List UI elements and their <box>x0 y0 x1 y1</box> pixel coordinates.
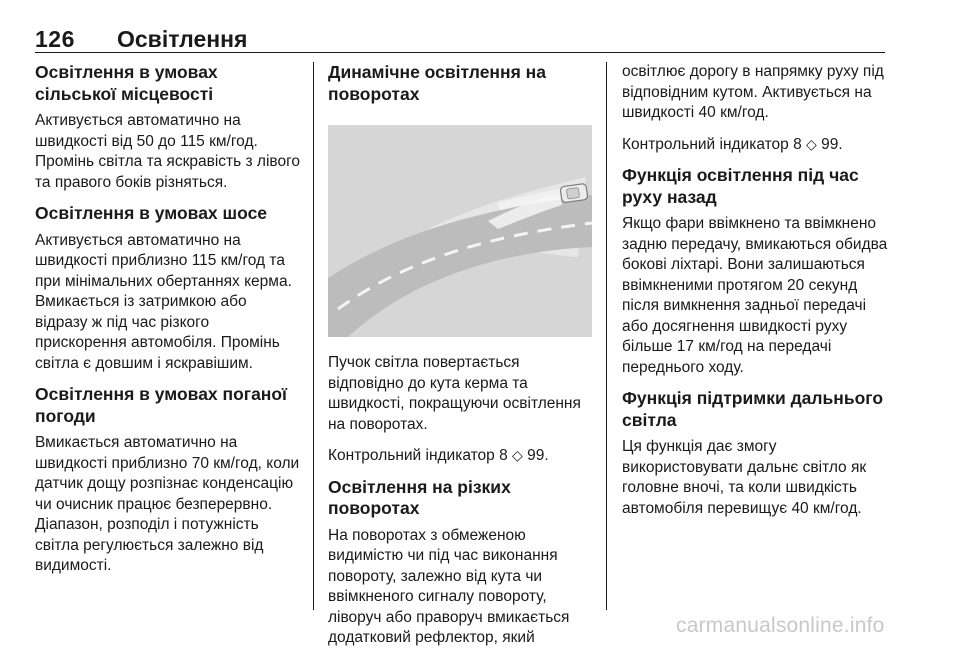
column-divider-2 <box>606 62 607 610</box>
column-divider-1 <box>313 62 314 610</box>
indicator-lamp-icon: 8 <box>499 447 508 464</box>
road-curve-image <box>328 125 592 337</box>
column-3 <box>622 62 888 529</box>
chapter-title: Освітлення <box>117 26 248 52</box>
section-title-dynamic-bending: Динамічне освітлення на поворотах <box>328 62 546 104</box>
page-number: 126 <box>35 26 75 52</box>
section-title-highway: Освітлення в умовах шосе <box>35 203 268 223</box>
section-text-bad-weather: Вмикається автоматично на швидкості приблизно 70 км/год, коли датчик дощу розпізнає конденсацію чи очисник працює безперервно. Діапазон, розподіл і потужність світла регулюється залежно від видимості. <box>35 434 300 574</box>
section-title-bad-weather: Освітлення в умовах поганої погоди <box>35 384 287 426</box>
section-text-highway: Активується автоматично на швидкості приблизно 115 км/год та при мінімальних обертаннях керма. Вмикається із затримкою або відразу ж під час різкого прискорення автомобіля. Промінь світла є довшим і яскравішим. <box>35 231 292 372</box>
section-text-high-beam-assist: Ця функція дає змогу використовувати дальнє світло як головне вночі, та коли швидкість автомобіля перевищує 40 км/год. <box>622 438 867 517</box>
indicator-reference-2: Контрольний індикатор 8 ◇ 99. <box>622 135 843 153</box>
column-1 <box>35 62 303 587</box>
section-text-dynamic-bending: Пучок світла повертається відповідно до кута керма та швидкості, покращуючи освітлення на поворотах. <box>328 354 581 433</box>
section-title-reverse-lighting: Функція освітлення під час руху назад <box>622 165 859 207</box>
indicator-lamp-icon: 8 <box>793 135 802 153</box>
reference-arrow-icon: ◇ <box>512 447 523 463</box>
section-text-rural: Активується автоматично на швидкості від 50 до 115 км/год. Промінь світла та яскравість з лівого та правого боків різняться. <box>35 112 301 191</box>
section-title-high-beam-assist: Функція підтримки дальнього світла <box>622 388 884 430</box>
reference-arrow-icon: ◇ <box>806 135 817 152</box>
watermark: carmanualsonline.info <box>676 614 885 637</box>
section-title-rural: Освітлення в умовах сільської місцевості <box>35 62 218 104</box>
section-text-sharp-turns-cont: освітлює дорогу в напрямку руху під відповідним кутом. Активується на швидкості 40 км/год. <box>622 63 884 121</box>
section-title-sharp-turns: Освітлення на різких поворотах <box>328 476 511 518</box>
column-2 <box>328 62 594 659</box>
cornering-light-illustration <box>328 125 592 337</box>
section-text-sharp-turns: На поворотах з обмеженою видимістю чи під час виконання повороту, залежно від кута чи ввімкненого сигналу повороту, ліворуч або праворуч вмикається додатковий рефлектор, який <box>328 526 570 646</box>
indicator-reference-1: Контрольний індикатор 8 ◇ 99. <box>328 447 549 464</box>
section-text-reverse-lighting: Якщо фари ввімкнено та ввімкнено задню передачу, вмикаються обидва бокові ліхтарі. Вони залишаються ввімкненими протягом 20 секунд після вимкнення задньої передачі або досягнення швидкості руху більше 17 км/год на передачі переднього ходу. <box>622 215 888 376</box>
page-header <box>35 26 885 53</box>
